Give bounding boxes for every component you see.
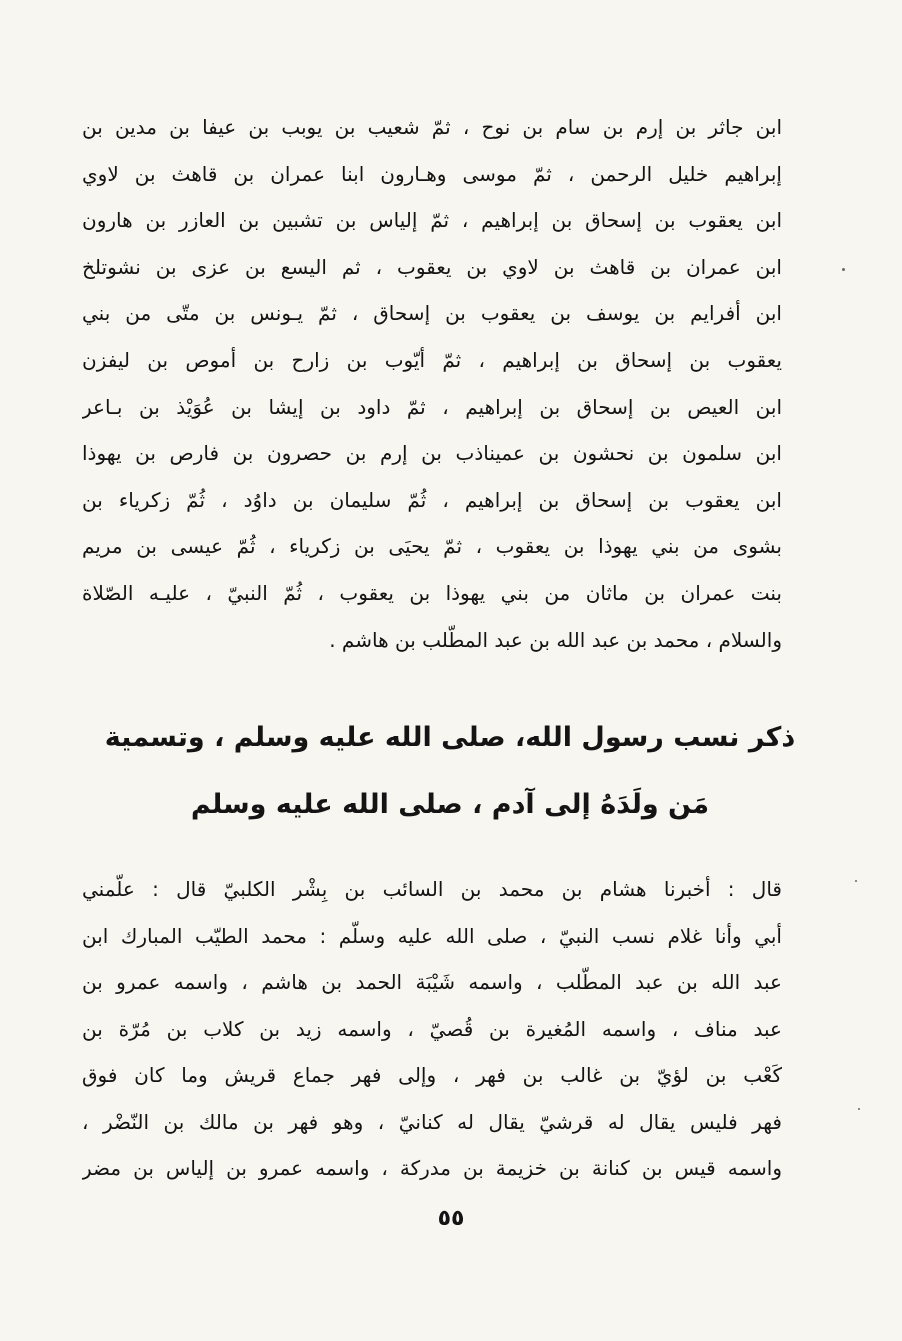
print-speck: [858, 1108, 860, 1110]
text-line: بنت عمران بن ماثان من بني يهوذا بن يعقوب ، ثُمّ النبيّ ، عليـه الصّلاة: [82, 580, 782, 605]
text-line: يعقوب بن إسحاق بن إبراهيم ، ثمّ أيّوب بن زارح بن أموص بن ليفزن: [82, 347, 782, 372]
text-line: قال : أخبرنا هشام بن محمد بن السائب بن بِشْر الكلبيّ قال : علّمني: [82, 877, 782, 901]
print-speck: [842, 268, 845, 271]
text-line: والسلام ، محمد بن عبد الله بن عبد المطّلب بن هاشم .: [329, 627, 782, 652]
text-line: كَعْب بن لؤيّ بن غالب بن فهر ، وإلى فهر جماع قريش وما كان فوق: [82, 1063, 782, 1087]
section-heading-line-1: ذكر نسب رسول الله، صلى الله عليه وسلم ، وتسمية: [104, 722, 796, 753]
text-line: عبد مناف ، واسمه المُغيرة بن قُصيّ ، واسمه زيد بن كلاب بن مُرّة بن: [82, 1016, 782, 1041]
text-line: ابن جاثر بن إرم بن سام بن نوح ، ثمّ شعيب بن يوبب بن عيفا بن مدين بن: [82, 115, 782, 139]
text-line: واسمه قيس بن كنانة بن خزيمة بن مدركة ، واسمه عمرو بن إلياس بن مضر: [82, 1156, 782, 1180]
genealogy-paragraph: [82, 104, 782, 663]
text-line: ابن العيص بن إسحاق بن إبراهيم ، ثمّ داود بن إيشا بن عُوَيْذ بن بـاعر: [82, 394, 782, 419]
text-line: ابن يعقوب بن إسحاق بن إبراهيم ، ثمّ إلياس بن تشبين بن العازر بن هارون: [82, 208, 782, 233]
text-line: إبراهيم خليل الرحمن ، ثمّ موسى وهـارون ابنا عمران بن قاهث بن لاوي: [82, 161, 782, 186]
text-line: ابن يعقوب بن إسحاق بن إبراهيم ، ثُمّ سليمان بن داوُد ، ثُمّ زكرياء بن: [82, 487, 782, 512]
text-line: أبي وأنا غلام نسب النبيّ ، صلى الله عليه وسلّم : محمد الطيّب المبارك ابن: [82, 923, 782, 948]
text-line: ابن أفرايم بن يوسف بن يعقوب بن إسحاق ، ثمّ يـونس بن متّى من بني: [82, 301, 782, 326]
page-number: ٥٥: [437, 1206, 465, 1231]
text-line: بشوى من بني يهوذا بن يعقوب ، ثمّ يحيَى بن زكرياء ، ثُمّ عيسى بن مريم: [82, 534, 782, 559]
text-line: فهر فليس يقال له قرشيّ يقال له كنانيّ ، وهو فهر بن مالك بن النّضْر ،: [82, 1109, 782, 1134]
lineage-paragraph: [82, 866, 782, 1192]
section-heading-line-2: مَن ولَدَهُ إلى آدم ، صلى الله عليه وسلم: [190, 789, 710, 820]
text-line: عبد الله بن عبد المطّلب ، واسمه شَيْبَة الحمد بن هاشم ، واسمه عمرو بن: [82, 970, 782, 994]
text-line: ابن سلمون بن نحشون بن عميناذب بن إرم بن حصرون بن فارص بن يهوذا: [82, 441, 782, 466]
print-speck: [855, 880, 857, 882]
text-line: ابن عمران بن قاهث بن لاوي بن يعقوب ، ثم اليسع بن عزى بن نشوتلخ: [82, 254, 782, 279]
